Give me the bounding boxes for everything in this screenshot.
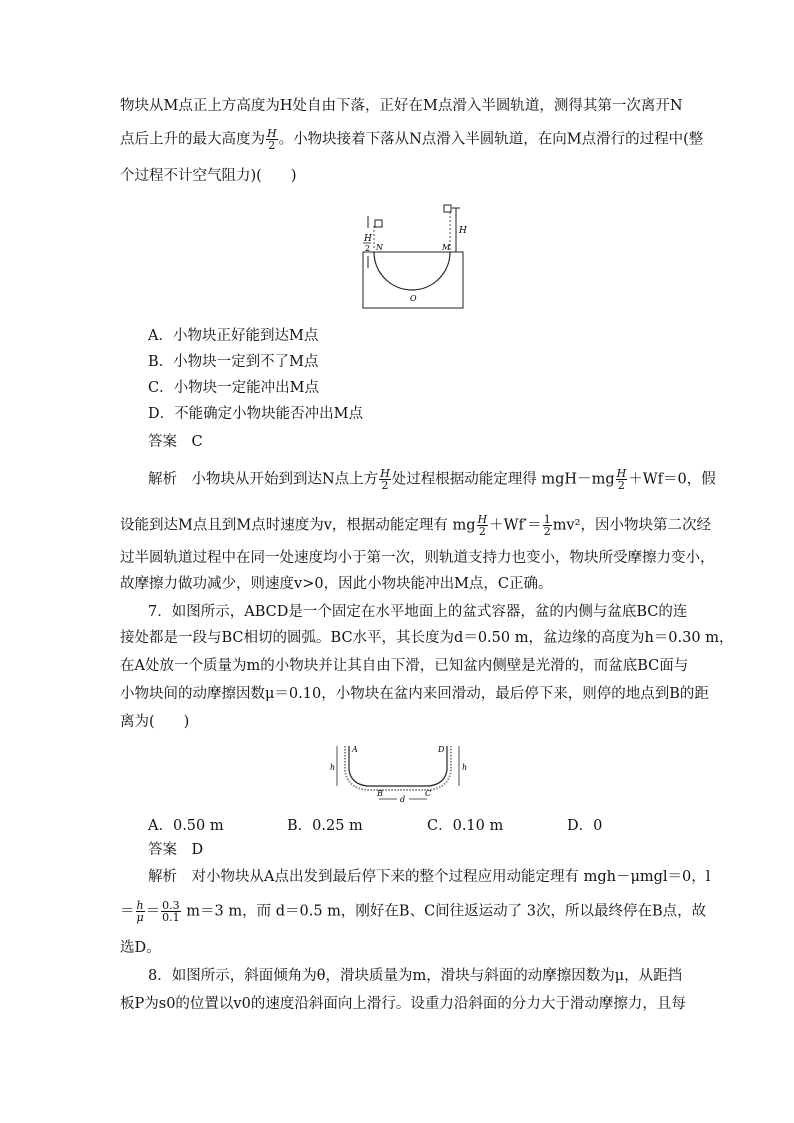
frac-one-half (543, 514, 552, 537)
ex2b: ＋Wf′＝ (489, 517, 542, 534)
label-h-left: h (330, 763, 336, 772)
q7-line-5: 离为( ) (120, 714, 190, 730)
frac-h2-c (477, 514, 489, 537)
label-b: B (377, 789, 383, 798)
block-above-m (444, 205, 451, 212)
label-d: D (438, 745, 445, 754)
frac-h2-b (616, 468, 628, 491)
label-h2-num: H (364, 234, 372, 244)
q7-explanation-line-3: 选D。 (120, 940, 161, 956)
q6-line-2 (120, 128, 703, 151)
q6-explanation-line-2 (120, 514, 711, 537)
label-m: M (442, 243, 451, 252)
ex1a: 解析 小物块从开始到到达N点上方 (148, 471, 379, 488)
frac-den: 2 (381, 479, 389, 492)
q6-explanation-line-4: 故摩擦力做功减少，则速度v>0，因此小物块能冲出M点，C正确。 (120, 576, 553, 592)
q7-answer: 答案 D (148, 842, 204, 858)
basin-hatching (345, 746, 451, 790)
ex1b: 处过程根据动能定理得 mgH－mg (391, 471, 615, 488)
half-circle-track (374, 252, 450, 290)
frac-h-over-mu (136, 900, 145, 923)
frac-num: h (136, 899, 144, 912)
frac-03-over-01 (161, 900, 181, 923)
label-h2-den: 2 (365, 244, 371, 253)
q7-explanation-line-1: 解析 对小物块从A点出发到最后停下来的整个过程应用动能定理有 mgh－μmgl＝0，l (148, 869, 711, 885)
q6-answer: 答案 C (148, 434, 203, 450)
frac-den: 2 (543, 525, 551, 538)
q8-line-2: 板P为s0的位置以v0的速度沿斜面向上滑行。设重力沿斜面的分力大于滑动摩擦力，且每 (120, 996, 686, 1012)
basin-container-figure (325, 740, 471, 804)
frac-den: μ (136, 911, 144, 924)
frac-den: 2 (478, 525, 486, 538)
label-h-right: h (462, 763, 468, 772)
q6-line-1: 物块从M点正上方高度为H处自由下落，正好在M点滑入半圆轨道，测得其第一次离开N (120, 98, 683, 114)
q7-option-b: B．0.25 m (287, 818, 363, 834)
q6-line-2a: 点后上升的最大高度为 (120, 131, 265, 148)
label-o: O (410, 294, 417, 303)
q7-explanation-line-2 (120, 900, 706, 923)
frac-den: 0.1 (162, 911, 180, 924)
block-at-n (375, 220, 382, 227)
q8-line-1: 8．如图所示，斜面倾角为θ，滑块质量为m，滑块与斜面的动摩擦因数为μ，从距挡 (148, 968, 683, 984)
frac-num: H (380, 467, 390, 480)
label-h: H (459, 226, 467, 236)
q7-line-4: 小物块间的动摩擦因数μ＝0.10，小物块在盆内来回滑动，最后停下来，则停的地点到B的距 (120, 686, 709, 702)
half-circle-track-figure (330, 200, 470, 312)
ex2b: m＝3 m，而 d＝0.5 m，刚好在B、C间往返运动了 3次，所以最终停在B点，故 (181, 903, 707, 920)
frac-num: 1 (543, 513, 551, 526)
q6-option-c: C．小物块一定能冲出M点 (148, 380, 319, 396)
fraction-h-over-2 (266, 128, 278, 151)
q6-line-3: 个过程不计空气阻力)( ) (120, 168, 297, 184)
q7-option-d: D．0 (567, 818, 603, 834)
q7-option-c: C．0.10 m (427, 818, 504, 834)
frac-h2-a (379, 468, 391, 491)
frac-den: 2 (617, 479, 625, 492)
q6-option-d: D．不能确定小物块能否冲出M点 (148, 406, 363, 422)
frac-den: 2 (268, 139, 276, 152)
label-a: A (352, 745, 358, 754)
q6-explanation-line-3: 过半圆轨道过程中在同一处速度均小于第一次，则轨道支持力也变小，物块所受摩擦力变小， (120, 550, 715, 566)
q6-option-a: A．小物块正好能到达M点 (148, 328, 319, 344)
ex2a: 设能到达M点且到M点时速度为v，根据动能定理有 mg (120, 517, 476, 534)
ex1c: ＋Wf＝0，假 (628, 471, 716, 488)
q7-line-2: 接处都是一段与BC相切的圆弧。BC水平，其长度为d＝0.50 m，盆边缘的高度为h＝0.30 m， (120, 630, 734, 646)
q6-line-2b: 。小物块接着下落从N点滑入半圆轨道，在向M点滑行的过程中(整 (278, 131, 704, 148)
frac-num: 0.3 (162, 899, 180, 912)
frac-num: H (267, 127, 277, 140)
frac-num: H (477, 513, 488, 526)
basin-profile (349, 746, 447, 786)
ex2c: mv²，因小物块第二次经 (552, 517, 711, 534)
label-c: C (425, 789, 432, 798)
q6-option-b: B．小物块一定到不了M点 (148, 354, 319, 370)
q6-explanation-line-1 (148, 468, 716, 491)
label-n: N (376, 243, 383, 252)
ex2-eq: ＝ (145, 903, 161, 920)
q7-option-a: A．0.50 m (148, 818, 224, 834)
frac-num: H (616, 467, 627, 480)
label-dd: d (400, 795, 406, 804)
q7-line-1: 7．如图所示，ABCD是一个固定在水平地面上的盆式容器，盆的内侧与盆底BC的连 (148, 604, 688, 620)
q7-line-3: 在A处放一个质量为m的小物块并让其自由下滑，已知盆内侧壁是光滑的，而盆底BC面与 (120, 658, 689, 674)
ex2a: ＝ (120, 903, 135, 920)
